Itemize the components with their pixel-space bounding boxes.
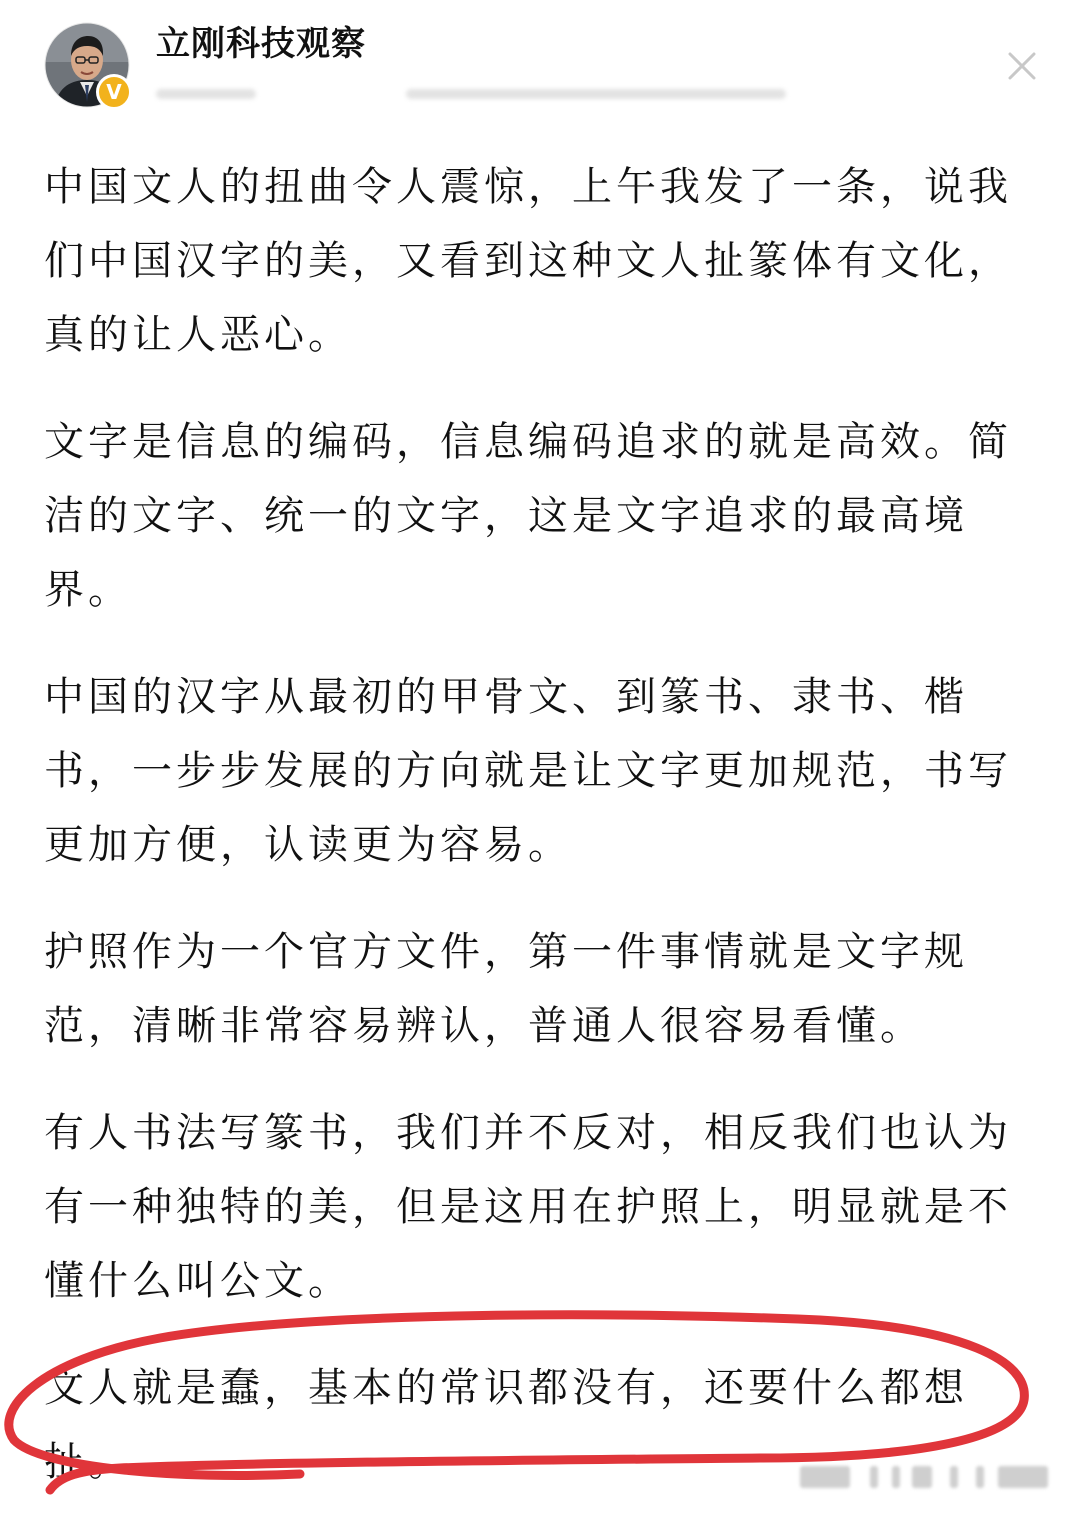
paragraph-3: 中国的汉字从最初的甲骨文、到篆书、隶书、楷书，一步步发展的方向就是让文字更加规范，书写更加方便，认读更为容易。 — [44, 674, 1012, 868]
bottom-toolbar-blurred — [800, 1456, 1060, 1496]
paragraph-2: 文字是信息的编码，信息编码追求的就是高效。简洁的文字、统一的文字，这是文字追求的最高境界。 — [44, 419, 1012, 613]
paragraph-6: 文人就是蠢，基本的常识都没有，还要什么都想扯。 — [44, 1365, 968, 1485]
close-button[interactable] — [1000, 44, 1044, 88]
paragraph-1: 中国文人的扭曲令人震惊，上午我发了一条，说我们中国汉字的美，又看到这种文人扯篆体有文化，真的让人恶心。 — [44, 164, 1012, 358]
verified-v-icon: V — [96, 74, 132, 110]
post-meta-blurred — [156, 80, 796, 106]
paragraph-5: 有人书法写篆书，我们并不反对，相反我们也认为有一种独特的美，但是这用在护照上，明显就是不懂什么叫公文。 — [44, 1110, 1012, 1304]
close-icon — [1000, 44, 1044, 88]
post-body — [44, 150, 1034, 1532]
post-header — [0, 0, 1080, 130]
paragraph-4: 护照作为一个官方文件，第一件事情就是文字规范，清晰非常容易辨认，普通人很容易看懂。 — [44, 929, 968, 1049]
author-name[interactable]: 立刚科技观察 — [156, 24, 366, 64]
